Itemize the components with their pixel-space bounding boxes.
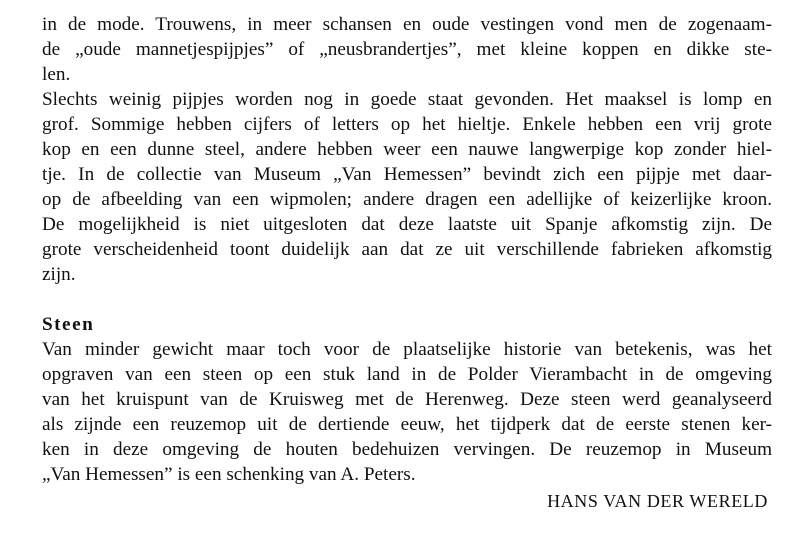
text-line: tje. In de collectie van Museum „Van Hemessen” bevindt zich een pijpje met daar-: [42, 164, 772, 185]
text-line: zijn.: [42, 264, 76, 285]
text-line: ken in deze omgeving de houten bedehuizen vervingen. De reuzemop in Museum: [42, 439, 772, 460]
author-signature: HANS VAN DER WERELD: [547, 491, 768, 511]
article-page: [42, 12, 772, 514]
text-line: Slechts weinig pijpjes worden nog in goede staat gevonden. Het maaksel is lomp en: [42, 89, 772, 110]
section-steen: [42, 312, 772, 487]
text-line: „Van Hemessen” is een schenking van A. Peters.: [42, 464, 416, 485]
paragraph-pipes-intro: [42, 12, 772, 87]
text-line: in de mode. Trouwens, in meer schansen en oude vestingen vond men de zogenaam-: [42, 14, 772, 35]
text-line: grote verscheidenheid toont duidelijk aan dat ze uit verschillende fabrieken afkomstig: [42, 239, 772, 260]
text-line: De mogelijkheid is niet uitgesloten dat deze laatste uit Spanje afkomstig zijn. De: [42, 214, 772, 235]
text-line: op de afbeelding van een wipmolen; andere dragen een adellijke of keizerlijke kroon.: [42, 189, 772, 210]
text-line: de „oude mannetjespijpjes” of „neusbrandertjes”, met kleine koppen en dikke ste-: [42, 39, 772, 60]
paragraph-spacer: [42, 287, 772, 312]
text-line: opgraven van een steen op een stuk land in de Polder Vierambacht in de omgeving: [42, 364, 772, 385]
text-line: grof. Sommige hebben cijfers of letters op het hieltje. Enkele hebben een vrij grote: [42, 114, 772, 135]
section-heading: Steen: [42, 314, 95, 335]
text-line: als zijnde een reuzemop uit de dertiende eeuw, het tijdperk dat de eerste stenen ker-: [42, 414, 772, 435]
paragraph-pipes-condition: [42, 87, 772, 287]
text-line: len.: [42, 64, 71, 85]
text-line: van het kruispunt van de Kruisweg met de Herenweg. Deze steen werd geanalyseerd: [42, 389, 772, 410]
text-line: Van minder gewicht maar toch voor de plaatselijke historie van betekenis, was het: [42, 339, 772, 360]
text-line: kop en een dunne steel, andere hebben weer een nauwe langwerpige kop zonder hiel-: [42, 139, 772, 160]
